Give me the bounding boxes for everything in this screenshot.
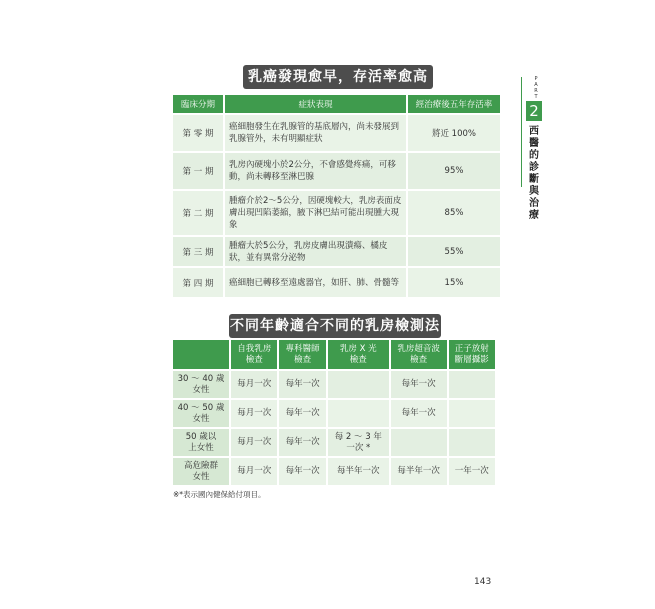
table-cell: 一年一次 xyxy=(449,458,495,485)
table-row xyxy=(173,153,500,189)
chapter-title: 西 醫 的 診 斷 與 治 療 xyxy=(529,126,539,221)
symptom-cell: 癌細胞已轉移至遠處器官，如肝、肺、骨髓等 xyxy=(225,268,406,297)
table-cell xyxy=(391,429,447,456)
table-cell: 每月一次 xyxy=(231,458,277,485)
symptom-cell: 癌細胞發生在乳腺管的基底層內，尚未發展到乳腺管外，未有明顯症狀 xyxy=(225,115,406,151)
table-row xyxy=(173,400,495,427)
stage-cell: 第 二 期 xyxy=(173,191,223,235)
header-doctor-exam: 專科醫師 檢查 xyxy=(279,340,325,369)
table-cell: 每年一次 xyxy=(279,429,325,456)
rate-cell: 95% xyxy=(408,153,500,189)
table-row xyxy=(173,191,500,235)
table-cell xyxy=(328,400,389,427)
symptom-cell: 腫瘤大於5公分，乳房皮膚出現潰瘍、橘皮狀，並有異常分泌物 xyxy=(225,237,406,266)
stage-cell: 第 四 期 xyxy=(173,268,223,297)
table-row xyxy=(173,371,495,398)
table-row xyxy=(173,268,500,297)
section-title-survival: 乳癌發現愈早，存活率愈高 xyxy=(243,65,433,89)
table-row xyxy=(173,115,500,151)
table-cell: 每年一次 xyxy=(279,400,325,427)
screening-table xyxy=(171,338,497,487)
table-cell: 每月一次 xyxy=(231,400,277,427)
page-number: 143 xyxy=(474,577,492,587)
symptom-cell: 腫瘤介於2～5公分，因硬塊較大，乳房表面皮膚出現凹陷萎縮，腋下淋巴結可能出現腫大現象 xyxy=(225,191,406,235)
table-cell xyxy=(449,429,495,456)
table-cell: 每年一次 xyxy=(391,400,447,427)
table-cell: 每年一次 xyxy=(391,371,447,398)
survival-table xyxy=(171,93,502,299)
table-row xyxy=(173,458,495,485)
part-number: 2 xyxy=(526,101,542,121)
table-cell xyxy=(449,371,495,398)
header-stage: 臨床分期 xyxy=(173,95,223,113)
table-cell xyxy=(449,400,495,427)
header-rate: 經治療後五年存活率 xyxy=(408,95,500,113)
table-cell: 每月一次 xyxy=(231,371,277,398)
age-label: 50 歲以 上女性 xyxy=(173,429,229,456)
table-cell: 每年一次 xyxy=(279,371,325,398)
part-label: P A R T xyxy=(534,76,538,100)
stage-cell: 第 零 期 xyxy=(173,115,223,151)
table-cell: 每年一次 xyxy=(279,458,325,485)
table-header-row xyxy=(173,340,495,369)
side-divider xyxy=(521,77,522,187)
stage-cell: 第 一 期 xyxy=(173,153,223,189)
table-row xyxy=(173,237,500,266)
header-self-exam: 自我乳房 檢查 xyxy=(231,340,277,369)
stage-cell: 第 三 期 xyxy=(173,237,223,266)
header-corner xyxy=(173,340,229,369)
header-symptom: 症狀表現 xyxy=(225,95,406,113)
age-label: 40 ～ 50 歲 女性 xyxy=(173,400,229,427)
rate-cell: 55% xyxy=(408,237,500,266)
rate-cell: 15% xyxy=(408,268,500,297)
section-title-screening: 不同年齡適合不同的乳房檢測法 xyxy=(229,314,441,338)
table-row xyxy=(173,429,495,456)
age-label: 高危險群 女性 xyxy=(173,458,229,485)
rate-cell: 85% xyxy=(408,191,500,235)
rate-cell: 將近 100% xyxy=(408,115,500,151)
header-ultrasound: 乳房超音波 檢查 xyxy=(391,340,447,369)
footnote: ※*表示國內健保給付項目。 xyxy=(173,490,266,499)
symptom-cell: 乳房內硬塊小於2公分，不會感覺疼痛，可移動，尚未轉移至淋巴腺 xyxy=(225,153,406,189)
table-cell: 每半年一次 xyxy=(391,458,447,485)
table-cell xyxy=(328,371,389,398)
table-cell: 每月一次 xyxy=(231,429,277,456)
header-xray: 乳房 X 光 檢查 xyxy=(328,340,389,369)
table-header-row xyxy=(173,95,500,113)
header-pet: 正子放射 斷層攝影 xyxy=(449,340,495,369)
table-cell: 每半年一次 xyxy=(328,458,389,485)
table-cell: 每 2 ～ 3 年 一次 * xyxy=(328,429,389,456)
age-label: 30 ～ 40 歲 女性 xyxy=(173,371,229,398)
